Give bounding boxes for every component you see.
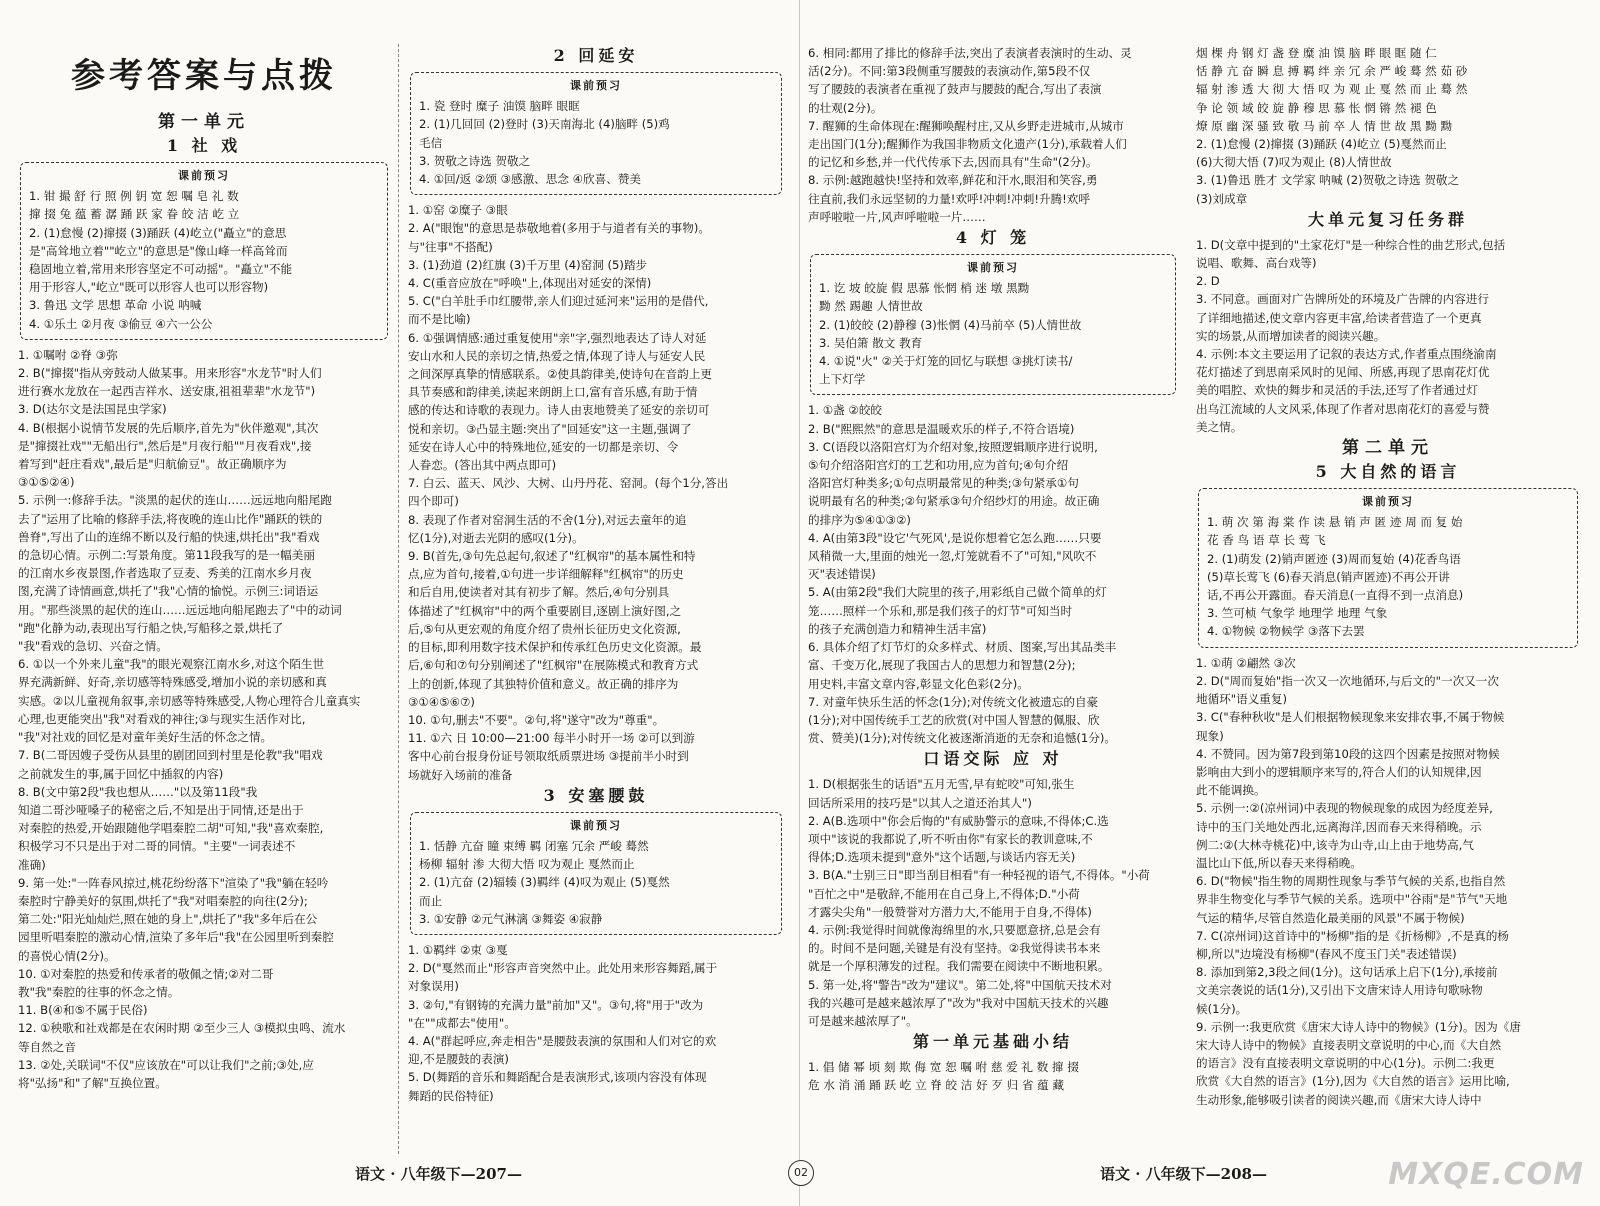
section-heading: 大单元复习任务群: [1307, 209, 1468, 229]
text-line: 3. 竺可桢 气象学 地理学 地理 气象: [1207, 606, 1388, 621]
text-line: 洛阳宫灯种类多;①句点明最常见的种类;③句紧承①句: [808, 476, 1079, 491]
text-line: 杨柳 辐射 渗 大彻大悟 叹为观止 戛然而止: [419, 857, 635, 872]
text-line: 心理,也更能突出"我"对看戏的神往;③与现实生活作对比,: [18, 711, 306, 726]
text-line: 我的兴趣可是越来越浓厚了"改为"我对中国航天技术的兴趣: [808, 995, 1109, 1010]
text-line: 1. ①萌 ②翩然 ③次: [1196, 655, 1296, 670]
text-line: 4. 不赞同。因为第7段到第10段的这四个因素是按照对物候: [1196, 746, 1500, 761]
text-line: 之前就发生的事,属于回忆中插叙的内容): [18, 766, 224, 781]
text-line: 用。"那些淡黑的起伏的连山……远远地向船尾跑去了"中的动词: [18, 602, 342, 617]
text-line: 准确): [18, 857, 46, 872]
text-line: 界非生物变化与季节气候的关系。选项中"谷雨"是"节气"天地: [1196, 892, 1508, 907]
text-line: 3. C(语段以洛阳宫灯为介绍对象,按照逻辑顺序进行说明,: [808, 439, 1098, 454]
text-line: 3. ①安静 ②元气淋漓 ③舞姿 ④寂静: [419, 911, 603, 926]
text-line: 1. D(文章中提到的"土家花灯"是一种综合性的曲艺形式,包括: [1196, 237, 1506, 252]
text-line: "在""成都去"使用"。: [408, 1015, 516, 1030]
text-line: 2. (1)萌发 (2)销声匿迹 (3)周而复始 (4)花香鸟语: [1207, 551, 1461, 566]
preview-box-title: 课前预习: [178, 169, 230, 182]
text-line: 积极学习不只是出于对二哥的同情。"主要"一词表述不: [18, 839, 296, 854]
lesson-heading: 2 回延安: [553, 46, 639, 65]
text-line: 1. ①窑 ②糜子 ③眼: [408, 203, 508, 218]
text-line: 3. 吴伯箫 散文 教育: [819, 335, 923, 350]
text-line: 2. B("熙熙然"的意思是温暖欢乐的样子,不符合语境): [808, 421, 1075, 436]
text-line: 9. B(首先,③句先总起句,叙述了"红枫帘"的基本属性和特: [408, 549, 696, 564]
text-line: 具节奏感和韵律美,读起来朗朗上口,富有音乐感,有助于情: [408, 385, 698, 400]
text-line: 1. 钳 撮 舒 行 照 例 钥 宽 恕 嘱 皂 礼 数: [29, 189, 239, 204]
text-line: 灭"表述错误): [808, 567, 876, 582]
preview-box: [20, 162, 388, 340]
text-line: 上下灯学: [819, 372, 866, 387]
text-line: 12. ①秧歌和社戏都是在农闲时期 ②至少三人 ③模拟虫鸣、流水: [18, 1021, 346, 1036]
column-4: [1196, 44, 1580, 1154]
text-line: 的壮观(2分)。: [808, 100, 883, 115]
text-line: 3. (1)劲道 (2)红旗 (3)千万里 (4)窑洞 (5)踏步: [408, 257, 648, 272]
column-2: [408, 44, 784, 1154]
text-line: ③①④⑤⑥⑦): [408, 694, 475, 709]
text-line: 宋大诗人诗中的物候》直接表明文章说明的中心,而《大自然: [1196, 1037, 1502, 1052]
text-line: 恬 静 亢 奋 瞬 息 搏 羁 绊 亲 冗 余 严 峻 蓦 然 茹 砂: [1196, 64, 1468, 79]
text-line: 1. 瓷 登时 糜子 油馍 脑畔 眼眶: [419, 99, 580, 114]
text-line: 4. ①物候 ②物候学 ③落下去罢: [1207, 624, 1365, 639]
text-line: 现象): [1196, 728, 1224, 743]
text-line: 3. 鲁迅 文学 思想 革命 小说 呐喊: [29, 298, 202, 313]
text-line: 7. 对童年快乐生活的怀念(1分);对传统文化被遗忘的自豪: [808, 694, 1099, 709]
text-line: 生动形象,能够吸引读者的阅读兴趣,而《唐宋大诗人诗中: [1196, 1092, 1482, 1107]
text-line: 3. C("春种秋收"是人们根据物候现象来安排农事,不属于物候: [1196, 710, 1505, 725]
preview-box-lines: [29, 187, 379, 333]
text-line: 花 香 鸟 语 草 长 莺 飞: [1207, 533, 1326, 548]
text-line: 2. (1)几回回 (2)登时 (3)天南海北 (4)脑畔 (5)鸡: [419, 117, 670, 132]
text-line: 6. 具体介绍了灯节灯的众多样式、材质、图案,写出其品类丰: [808, 640, 1117, 655]
text-line: "百忙之中"是敬辞,不能用在自己身上,不得体;D."小荷: [808, 886, 1080, 901]
text-line: 说唱、歌舞、高台戏等): [1196, 256, 1317, 271]
text-line: 场就好入场前的准备: [408, 767, 513, 782]
answer-list: [1196, 654, 1580, 1109]
text-line: 文美宗袭说的话(1分),又引出下文唐宋诗人用诗句歌咏物: [1196, 983, 1483, 998]
text-line: 赏、赞美)(1分);对传统文化被逐渐消逝的无奈和追憾(1分)。: [808, 731, 1116, 746]
text-line: 花灯描述了到思南采风时的见闻、所感,再现了思南花灯优: [1196, 365, 1490, 380]
text-line: 2. A("眼饱"的意思是恭敬地着(多用于与道者有关的事物)。: [408, 221, 710, 236]
text-line: 话,不再公开露面。春天消息(一直得不到一点消息): [1207, 588, 1464, 603]
text-line: 8. B(文中第2段"我也想从……"以及第11段"我: [18, 784, 258, 799]
text-line: 9. 示例一:我更欣赏《唐宋大诗人诗中的物候》(1分)。因为《唐: [1196, 1019, 1521, 1034]
text-line: 欣赏《大自然的语言》(1分),因为《大自然的语言》运用比喻,: [1196, 1074, 1510, 1089]
text-line: 教"我"秦腔的往事的怀念之情。: [18, 984, 180, 999]
text-line: 4. C(重音应放在"呼唤"上,体现出对延安的深情): [408, 276, 652, 291]
preview-box-title: 课前预习: [967, 261, 1019, 275]
text-line: 出乌江流域的人文风采,体现了作者对思南花灯的喜爱与赞: [1196, 401, 1490, 416]
text-line: 5. 第一处,将"警告"改为"建议"。第二处,将"中国航天技术对: [808, 977, 1112, 992]
text-line: 4. 示例:我觉得时间就像海绵里的水,只要愿意挤,总是会有: [808, 922, 1101, 937]
text-line: 2. (1)怠慢 (2)撺掇 (3)踊跃 (4)屹立("矗立"的意思: [29, 225, 287, 240]
text-line: 写了腰鼓的表演者在重视了鼓声与腰鼓的配合,写出了表演: [808, 82, 1102, 97]
text-line: 2. D("周而复始"指一次又一次地循环,与后文的"一次又一次: [1196, 673, 1499, 688]
text-line: 才露尖尖角"一般赞誉对方潜力大,不能用于自身,不得体): [808, 904, 1092, 919]
text-line: 用史料,丰富文章内容,彰显文化色彩(2分)。: [808, 676, 1029, 691]
text-line: 美的唱腔、欢快的舞步和灵活的手法,还写了作者通过灯: [1196, 383, 1478, 398]
text-line: 4. B(根据小说情节发展的先后顺序,首先为"伙伴邀观",其次: [18, 420, 319, 435]
watermark: MXQE.COM: [1388, 1157, 1584, 1192]
text-line: 2. (1)皎皎 (2)静穆 (3)怅惘 (4)马前卒 (5)人情世故: [819, 317, 1082, 332]
text-line: 8. 示例:越跑越快!坚持和效率,鲜花和汗水,眼泪和笑容,勇: [808, 173, 1098, 188]
text-line: (3)刘成章: [1196, 191, 1248, 206]
text-line: 烟 棵 舟 钢 灯 盏 登 糜 油 馍 脑 畔 眼 眶 随 仁: [1196, 46, 1437, 60]
text-line: 说明最有名的种类;②句紧承③句介绍纱灯的用途。故正确: [808, 494, 1100, 509]
lesson-heading: 4 灯 笼: [955, 228, 1031, 248]
text-line: 8. 添加到第2,3段之间(1分)。这句话承上启下(1分),承接前: [1196, 965, 1498, 980]
text-line: 8. 表现了作者对窑洞生活的不舍(1分),对远去童年的追: [408, 512, 687, 527]
text-line: 舞蹈的民俗特征): [408, 1088, 494, 1103]
text-line: 1. ①羁绊 ②束 ③戛: [408, 942, 508, 957]
column-divider: [398, 44, 399, 1154]
text-line: 回话所采用的技巧是"以其人之道还治其人"): [808, 795, 1032, 810]
text-line: 进行赛水龙放在一起西吉祥水、送安康,祖祖辈辈"水龙节"): [18, 384, 316, 399]
text-line: 的记忆和乡愁,并一代代传承下去,因而具有"生命"(2分)。: [808, 155, 1098, 170]
text-line: 4. A("群起呼应,奔走相告"是腰鼓表演的氛围和人们对它的欢: [408, 1033, 717, 1048]
text-line: 1. 萌 次 第 海 棠 作 读 悬 销 声 匿 迹 周 而 复 始: [1207, 515, 1463, 530]
text-line: 走出国门(1分);醒狮作为我国非物质文化遗产(1分),承载着人们: [808, 137, 1127, 152]
text-line: (1分);对中国传统手工艺的欣赏(对中国人智慧的佩服、欣: [808, 712, 1100, 727]
text-line: 着写到"赶庄看戏",最后是"归航偷豆"。故正确顺序为: [18, 457, 287, 472]
preview-box-title: 课前预习: [1362, 495, 1414, 509]
answer-list: [808, 401, 1178, 747]
text-line: 往直前,我们永远坚韧的力量!欢呼!冲刺!冲刺!升腾!欢呼: [808, 191, 1090, 206]
text-line: 5. 示例一:②(凉州词)中表现的物候现象的成因为经度差异,: [1196, 801, 1493, 816]
text-line: (5)草长莺飞 (6)春天消息(销声匿迹)不再公开讲: [1207, 569, 1450, 584]
text-line: 气运的精华,尽管自然造化最美丽的风景"不属于物候): [1196, 910, 1465, 925]
text-line: 的江南水乡夜景图,作者选取了豆麦、秀美的江南水乡月夜: [18, 566, 312, 581]
text-line: 秦腔时宁静美好的氛围,烘托了"我"对唱秦腔的向往(2分);: [18, 893, 308, 908]
text-line: 7. 白云、蓝天、风沙、大树、山丹丹花、窑洞。(每个1分,答出: [408, 476, 729, 491]
section-heading: 口语交际 应 对: [923, 749, 1063, 769]
text-line: 6. ①强调情感:通过重复使用"亲"字,强烈地表达了诗人对延: [408, 330, 707, 345]
preview-box: [810, 254, 1176, 395]
text-line: 的语言》没有直接表明文章说明的中心(1分)。示例二:我更: [1196, 1056, 1495, 1071]
text-line: 11. ①六 日 10:00—21:00 每半小时开一场 ②可以到游: [408, 731, 695, 746]
preview-box: [410, 812, 782, 935]
text-line: 去了"运用了比喻的修辞手法,将夜晚的连山比作"踊跃的铁的: [18, 511, 323, 526]
text-line: 的急切心情。示例二:写景角度。第11段我写的是一幅美丽: [18, 548, 315, 563]
text-line: 3. 不同意。画面对广告牌所处的环境及广告牌的内容进行: [1196, 292, 1489, 307]
text-line: 3. D(达尔文是法国昆虫学家): [18, 402, 167, 417]
center-page-number: 02: [788, 1160, 814, 1186]
text-line: 第二处:"阳光灿灿烂,照在她的身上",烘托了"我"多年后在公: [18, 912, 318, 927]
text-line: 用于形容人,"屹立"既可以形容人也可以形容物): [29, 280, 269, 295]
text-line: 9. 第一处:"一阵春风掠过,桃花纷纷落下"渲染了"我"躺在轻吟: [18, 875, 329, 890]
text-line: 兽脊",写出了山的连绵不断以及行船的快速,烘托出"我"看戏: [18, 529, 320, 544]
answer-list: [408, 201, 784, 784]
unit-heading: 第一单元: [158, 112, 250, 132]
text-line: 等自然之音: [18, 1039, 76, 1054]
text-line: 知道二哥沙哑嗓子的秘密之后,不知是出于同情,还是出于: [18, 802, 304, 817]
text-line: 实的场景,从而增加读者的阅读兴趣。: [1196, 328, 1386, 343]
preview-box-lines: [1207, 513, 1569, 640]
text-line: 悦和亲切。③凸显主题:突出了"回延安"这一主题,强调了: [408, 421, 692, 436]
text-line: 的目标,即利用数字技术保护和传承红色历史文化资源。最: [408, 640, 702, 655]
text-line: 撺 掇 兔 蕴 蓄 潺 踊 跃 家 眷 皎 洁 屹 立: [29, 207, 240, 222]
text-line: 的。时间不是问题,关键是有没有坚持。②我觉得读书本来: [808, 941, 1101, 956]
text-line: 诗中的玉门关地处西北,远离海洋,因而春天来得稍晚。示: [1196, 819, 1482, 834]
text-line: 2. A(B.选项中"你会后悔的"有威胁警示的意味,不得体;C.选: [808, 813, 1109, 828]
text-line: 候(1分)。: [1196, 1001, 1248, 1016]
text-line: 忆(1分),对逝去光阴的感叹(1分)。: [408, 530, 584, 545]
answer-list: [1196, 236, 1580, 436]
preview-box-lines: [419, 97, 773, 188]
answer-list: [18, 346, 390, 1092]
text-line: 的孩子充满创造力和精神生活丰富): [808, 621, 987, 636]
text-line: 上的创新,体现了其独特价值和意义。故正确的排序为: [408, 676, 679, 691]
text-line: 柳,所以"边境没有杨柳"(春风不度玉门关"表述错误): [1196, 946, 1457, 961]
text-line: 3. B(A."士别三日"即当刮目相看"有一种轻视的语气,不得体。"小荷: [808, 868, 1150, 883]
answer-list: [408, 941, 784, 1105]
text-line: 7. B(二哥因嫂子受伤从县里的剧团回到村里是伦教"我"唱戏: [18, 748, 323, 763]
text-line: 点,应为首句,接着,①句进一步详细解释"红枫帘"的历史: [408, 567, 684, 582]
page-footer: 语文 · 八年级下—207—: [355, 1165, 522, 1183]
text-line: 地循环"语义重复): [1196, 692, 1288, 707]
text-line: 6. 相同:都用了排比的修辞手法,突出了表演者表演时的生动、灵: [808, 46, 1132, 60]
text-line: 客中心前台报身份证号领取纸质票进场 ③提前半小时到: [408, 749, 689, 764]
text-line: 的排序为⑤④①③②): [808, 512, 911, 527]
lesson-heading: 3 安塞腰鼓: [543, 785, 649, 805]
text-line: 5. 示例一:修辞手法。"淡黑的起伏的连山……远远地向船尾跑: [18, 493, 332, 508]
text-line: ⑤句介绍洛阳宫灯的工艺和功用,应为首句;④句介绍: [808, 458, 1069, 473]
text-line: 对象误用): [408, 979, 459, 994]
text-line: 之间深厚真挚的情感联系。②使具韵律美,使诗句在音韵上更: [408, 367, 712, 382]
text-line: "跑"化静为动,表现出写行船之快,写船移之景,烘托了: [18, 620, 284, 635]
text-line: 2. D("戛然而止"形容声音突然中止。此处用来形容舞蹈,属于: [408, 961, 718, 976]
page-footer: 语文 · 八年级下—208—: [1100, 1165, 1267, 1183]
text-line: 对秦腔的热爱,开始跟随他学唱秦腔二胡"可知,"我"喜欢秦腔,: [18, 821, 324, 836]
text-line: 1. 倡 储 幂 顷 刻 欺 侮 宽 恕 嘱 咐 慈 爱 礼 数 撺 掇: [808, 1060, 1079, 1075]
text-line: 危 水 消 涌 踊 跃 屹 立 脊 皎 洁 好 歹 归 省 蕴 藏: [808, 1078, 1065, 1093]
preview-box: [1198, 488, 1578, 648]
text-line: 2. B("撺掇"指从旁鼓动人做某事。用来形容"水龙节"时人们: [18, 366, 322, 381]
text-line: 感的传达和诗歌的表现力。诗人由衷地赞美了延安的亲切可: [408, 403, 710, 418]
text-line: 4. A(由第3段"设它'气死风',是说你想着它怎么跑……只要: [808, 530, 1102, 545]
text-line: 4. 示例:本文主要运用了记叙的表达方式,作者重点围绕渝南: [1196, 347, 1497, 362]
text-line: 园里听唱秦腔的激动心情,渲染了多年后"我"在公园里听到秦腔: [18, 930, 334, 945]
text-line: 1. ①盏 ②皎皎: [808, 403, 883, 418]
answer-list: [1196, 44, 1580, 208]
text-line: 1. 恬静 亢奋 瞳 束缚 羁 闭塞 冗余 严峻 蓦然: [419, 838, 649, 853]
text-line: 11. B(④和⑤不属于民俗): [18, 1003, 148, 1018]
text-line: 实感。②以儿童视角叙事,亲切感等特殊感受,人物心理符合儿童真实: [18, 693, 361, 708]
lesson-heading: 1 社 戏: [166, 136, 242, 155]
text-line: 而止: [419, 893, 443, 908]
text-line: "我"对社戏的回忆是对童年美好生活的怀念之情。: [18, 730, 273, 745]
text-line: 10. ①句,删去"不要"。②句,将"遂守"改为"尊重"。: [408, 712, 665, 727]
text-line: 了详细地描述,使文章内容更丰富,给读者营造了一个更真: [1196, 310, 1482, 325]
text-line: 活(2分)。不同:第3段侧重写腰鼓的表演动作,第5段不仅: [808, 64, 1091, 79]
text-line: 毛信: [419, 135, 443, 150]
preview-box-lines: [419, 837, 773, 928]
text-line: 1. ①嘱咐 ②脊 ③弥: [18, 347, 118, 362]
text-line: 6. D("物候"指生物的周期性现象与季节气候的关系,也指自然: [1196, 874, 1506, 889]
text-line: 1. D(根据张生的话语"五月无雪,早有蛇咬"可知,张生: [808, 777, 1075, 792]
text-line: ③①⑤②④): [18, 475, 75, 490]
text-line: 5. D(舞蹈的音乐和舞蹈配合是表演形式,该项内容没有体现: [408, 1070, 707, 1085]
text-line: 的喜悦心情(2分)。: [18, 948, 116, 963]
text-line: 就是一个厚积薄发的过程。我们需要在阅读中不断地积累。: [808, 959, 1110, 974]
lesson-heading: 5 大自然的语言: [1315, 462, 1461, 482]
text-line: 3. 贺敬之诗选 贺敬之: [419, 153, 531, 168]
text-line: 3. ②句,"有钢铸的充满力量"前加"又"。③句,将"用于"改为: [408, 997, 704, 1012]
text-line: 4. ①乐土 ②月夜 ③偷豆 ④六一公公: [29, 316, 213, 331]
page-title: 参考答案与点拨: [71, 56, 337, 96]
text-line: 2. (1)怠慢 (2)撺掇 (3)踊跃 (4)屹立 (5)戛然而止: [1196, 137, 1447, 152]
text-line: 辐 射 渗 透 大 彻 大 悟 叹 为 观 止 戛 然 而 止 蓦 然: [1196, 82, 1468, 97]
answer-list: [808, 775, 1178, 1030]
text-line: 影响由大到小的逻辑顺序来写的,符合人们的认知规律,因: [1196, 764, 1482, 779]
unit-heading: 第二单元: [1342, 438, 1434, 459]
text-line: 2. (1)亢奋 (2)辐辏 (3)羁绊 (4)叹为观止 (5)戛然: [419, 875, 670, 890]
text-line: 延安在诗人心中的特殊地位,延安的一切都是亲切、令: [408, 439, 679, 454]
text-line: 后,⑤句从更宏观的角度介绍了贵州长征历史文化资源,: [408, 621, 681, 636]
text-line: 3. (1)鲁迅 胜才 文学家 呐喊 (2)贺敬之诗选 贺敬之: [1196, 173, 1460, 188]
text-line: 将"弘扬"和"了解"互换位置。: [18, 1075, 167, 1090]
text-line: 争 论 领 域 皎 旋 静 穆 思 慕 怅 惘 锵 然 褪 色: [1196, 100, 1437, 115]
text-line: 得体;D.选项未提到"意外"这个话题,与谈话内容无关): [808, 850, 1076, 865]
text-line: 10. ①对秦腔的热爱和传承者的敬佩之情;②对二哥: [18, 966, 274, 981]
text-line: 2. D: [1196, 274, 1220, 289]
text-line: 可是越来越浓厚了"。: [808, 1013, 918, 1028]
preview-box: [410, 72, 782, 195]
text-line: 界充满新鲜、好奇,亲切感等特殊感受,增加小说的亲切感和真: [18, 675, 327, 690]
text-line: 安山水和人民的亲切之情,热爱之情,体现了诗人与延安人民: [408, 348, 706, 363]
right-page: [800, 0, 1600, 1206]
text-line: "我"看戏的急切、兴奋之情。: [18, 639, 168, 654]
text-line: 4. ①说"火" ②关于灯笼的回忆与联想 ③挑灯读书/: [819, 354, 1073, 369]
text-line: (6)大彻大悟 (7)叹为观止 (8)人情世故: [1196, 155, 1392, 170]
text-line: 后,⑥句和⑦句分别阐述了"红枫帘"在展陈模式和教育方式: [408, 658, 699, 673]
text-line: 燎 原 幽 深 骚 致 敬 马 前 卒 人 情 世 故 黑 黝 黝: [1196, 118, 1453, 133]
text-line: 图,充满了诗情画意,烘托了"我"心情的愉悦。示例三:词语运: [18, 584, 319, 599]
column-3: [808, 44, 1178, 1154]
preview-box-lines: [819, 279, 1167, 388]
preview-box-title: 课前预习: [570, 818, 622, 832]
text-line: 1. 讫 坡 皎旋 假 思慕 怅惘 梢 迷 墩 黑黝: [819, 281, 1030, 296]
text-line: 此不能调换。: [1196, 783, 1266, 798]
text-line: 13. ②处,关联词"不仅"应该放在"可以让我们"之前;③处,应: [18, 1057, 314, 1072]
text-line: 和后自用,使读者对其有初步了解。然后,④句分别具: [408, 585, 670, 600]
text-line: 与"往事"不搭配): [408, 239, 493, 254]
answer-list: [808, 1058, 1178, 1094]
text-line: 风稍微一大,里面的烛光一忽,灯笼就看不了"可知,"风吹不: [808, 549, 1097, 564]
text-line: 例二:②(大林寺桃花)中,该寺为山寺,山上由于地势高,气: [1196, 837, 1474, 852]
text-line: 4. ①回/返 ②颂 ③感激、思念 ④欣喜、赞美: [419, 172, 642, 187]
text-line: 四个即可): [408, 494, 459, 509]
text-line: 富、千变万化,展现了我国古人的思想力和智慧(2分);: [808, 658, 1076, 673]
preview-box-title: 课前预习: [570, 79, 622, 92]
answer-list: [808, 44, 1178, 226]
text-line: 迎,不是腰鼓的表演): [408, 1052, 509, 1067]
text-line: 稳固地立着,常用来形容坚定不可动摇"。"矗立"不能: [29, 262, 293, 277]
text-line: 体描述了"红枫帘"中的两个重要剧目,逐剧上演好图,之: [408, 603, 682, 618]
text-line: 美之情。: [1196, 419, 1243, 434]
text-line: 是"撺掇社戏""无船出行",然后是"月夜行船""月夜看戏",接: [18, 438, 312, 453]
text-line: 黝 然 踢趣 人情世故: [819, 299, 923, 314]
text-line: 6. ①以一个外来儿童"我"的眼光观察江南水乡,对这个陌生世: [18, 657, 325, 672]
text-line: 是"高耸地立着""屹立"的意思是"像山峰一样高耸而: [29, 243, 288, 258]
column-1: [18, 44, 390, 1154]
text-line: 人眷恋。(答出其中两点即可): [408, 458, 557, 473]
text-line: 7. C(凉州词)这首诗中的"杨柳"指的是《折杨柳》,不是真的杨: [1196, 928, 1509, 943]
text-line: 而不是比喻): [408, 312, 471, 327]
text-line: 7. 醒狮的生命体现在:醒狮唤醒村庄,又从乡野走进城市,从城市: [808, 118, 1124, 133]
text-line: 5. A(由第2段"我们大院里的孩子,用彩纸自己做个简单的灯: [808, 585, 1107, 600]
section-heading: 第一单元基础小结: [912, 1032, 1073, 1052]
text-line: 笼……照样一个乐和,那是我们孩子的灯节"可知当时: [808, 603, 1073, 618]
text-line: 项中"该说的我都说了,听不听由你"有家长的教训意味,不: [808, 831, 1093, 846]
text-line: 5. C("白羊肚手巾红腰带,亲人们迎过延河来"运用的是借代,: [408, 294, 709, 309]
text-line: 温比山下低,所以春天来得稍晚。: [1196, 855, 1362, 870]
text-line: 声呼啦啦一片,风声呼啦啦一片……: [808, 209, 986, 224]
